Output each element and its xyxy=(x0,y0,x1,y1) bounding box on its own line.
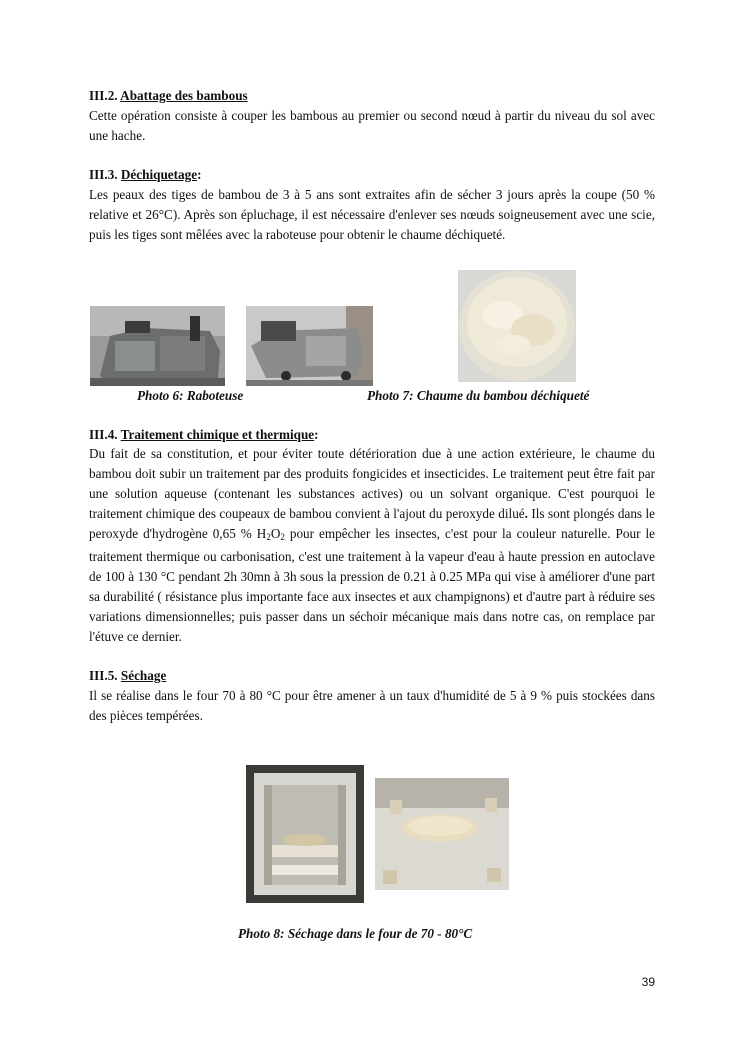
photo-raboteuse-1 xyxy=(90,306,225,386)
paragraph-sechage: Il se réalise dans le four 70 à 80 °C pour être amener à un taux d'humidité de 5 à 9 % puis stockées dans des pièces tempérées. xyxy=(89,688,655,723)
subscript-2: 2 xyxy=(266,531,271,542)
page-number: 39 xyxy=(641,975,655,989)
photo-four-interieur xyxy=(375,778,509,890)
caption-photo-6: Photo 6: Raboteuse xyxy=(137,388,244,403)
section-heading-3-3: III.3. Déchiquetage: xyxy=(89,167,202,183)
caption-photo-7: Photo 7: Chaume du bambou déchiqueté xyxy=(367,388,590,403)
photo-chaume-dechiquete xyxy=(458,270,576,382)
subscript-2: 2 xyxy=(280,531,285,542)
section-heading-3-2: III.2. Abattage des bambous xyxy=(89,88,248,103)
formula-o: O xyxy=(270,525,281,541)
paragraph-traitement-tail: pour empêcher les insectes, c'est pour la couleur naturelle. Pour le traitement thermique ou carbonisation, c'est une traitement à la vapeur d'eau à haute pression en autoclave de 100 à 130 °C pendant 2h 30mn à 3h sous la pression de 0.21 à 0.25 MPa qui vise à améliorer d'une part sa durabilité ( résistance plus importante face aux insectes et aux champignons) et d'autre part à réduire ses variations dimensionnelles; puis passer dans un séchoir mécanique mais dans notre cas, on remplace par l'étuve ce dernier. xyxy=(89,525,655,644)
section-heading-3-5: III.5. Séchage xyxy=(89,668,167,684)
paragraph-dechiquetage: Les peaux des tiges de bambou de 3 à 5 ans sont extraites afin de sécher 3 jours après la coupe (50 % relative et 26°C). Après son épluchage, il est nécessaire d'enlever ses nœuds soigneusement avec une scie, puis les tiges sont mêlées avec la raboteuse pour obtenir le chaume déchiqueté. xyxy=(89,187,655,242)
photo-four-ouvert xyxy=(246,765,364,903)
section-heading-3-4: III.4. Traitement chimique et thermique: xyxy=(89,426,319,442)
caption-photo-8: Photo 8: Séchage dans le four de 70 - 80°C xyxy=(238,926,473,941)
document-body xyxy=(89,86,655,726)
paragraph-abattage: Cette opération consiste à couper les bambous au premier ou second nœud à partir du niveau du sol avec une hache. xyxy=(89,107,655,143)
photo-raboteuse-2 xyxy=(246,306,373,386)
paragraph-traitement: Du fait de sa constitution, et pour éviter toute détérioration due à une action extérieure, le chaume du bambou doit subir un traitement par des produits fongicides et insecticides. Le traitement peut être fait par une solution aqueuse (contenant les substances actives) ou un solvant organique. C'est pourquoi le traitement chimique des coupeaux de bambou convient à l'ajout du peroxyde dilué. Ils sont plongés dans le peroxyde d'hydrogène 0,65 % $H_2O_2$ pour empêcher les insectes, c'est pour la couleur naturelle. Pour le traitement thermique ou carbonisation, c'est une traitement à la vapeur d'eau à haute pression en autoclave de 100 à 130 °C pendant 2h 30mn à 3h sous la pression de 0.21 à 0.25 MPa qui vise à améliorer d'une part sa durabilité ( résistance plus importante face aux insectes et aux champignons) et d'autre part à réduire ses variations dimensionnelles; puis passer dans un séchoir mécanique mais dans notre cas, on remplace par l'étuve ce dernier. xyxy=(89,446,655,644)
